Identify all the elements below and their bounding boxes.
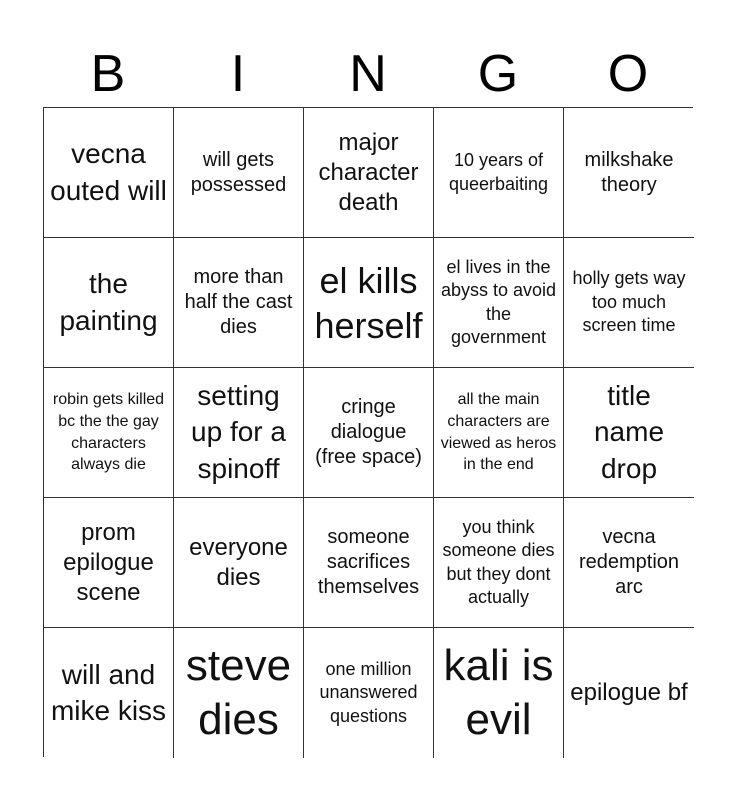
- cell-text: milkshake theory: [584, 148, 674, 196]
- bingo-cell[interactable]: [174, 628, 304, 758]
- bingo-cell[interactable]: [434, 498, 564, 628]
- cell-text: kali is evil: [443, 641, 554, 744]
- bingo-cell[interactable]: [434, 108, 564, 238]
- cell-text: more than half the cast dies: [184, 266, 293, 338]
- cell-text: steve dies: [185, 641, 292, 744]
- bingo-cell[interactable]: [304, 368, 434, 498]
- header-letter-o: O: [607, 45, 649, 103]
- cell-text: the painting: [59, 268, 158, 336]
- cell-text: vecna outed will: [50, 138, 167, 206]
- bingo-cell[interactable]: [564, 628, 694, 758]
- cell-text: you think someone dies but they dont actually: [442, 516, 555, 607]
- bingo-cell[interactable]: [44, 238, 174, 368]
- cell-text: someone sacrifices themselves: [317, 526, 420, 598]
- bingo-cell[interactable]: [434, 368, 564, 498]
- cell-text: major character death: [318, 128, 419, 216]
- cell-text: all the main characters are viewed as heros in the end: [440, 391, 557, 474]
- cell-text: setting up for a spinoff: [191, 379, 286, 484]
- bingo-cell[interactable]: [434, 238, 564, 368]
- bingo-cell[interactable]: [564, 238, 694, 368]
- bingo-cell[interactable]: [304, 498, 434, 628]
- cell-text: everyone dies: [189, 533, 288, 591]
- cell-text: will and mike kiss: [50, 658, 167, 726]
- cell-text: epilogue bf: [570, 679, 688, 706]
- cell-text: title name drop: [593, 379, 665, 484]
- bingo-cell[interactable]: [304, 108, 434, 238]
- bingo-cell[interactable]: [174, 368, 304, 498]
- bingo-cell[interactable]: [174, 498, 304, 628]
- cell-text: will gets possessed: [190, 148, 287, 196]
- bingo-cell[interactable]: [44, 628, 174, 758]
- bingo-header: [43, 40, 693, 108]
- bingo-cell[interactable]: [434, 628, 564, 758]
- bingo-cell[interactable]: [44, 498, 174, 628]
- cell-text: vecna redemption arc: [578, 526, 680, 598]
- bingo-cell[interactable]: [564, 498, 694, 628]
- bingo-cell[interactable]: [564, 368, 694, 498]
- bingo-cell[interactable]: [174, 108, 304, 238]
- bingo-card-grid: [43, 107, 693, 757]
- bingo-cell[interactable]: [564, 108, 694, 238]
- cell-text: one million unanswered questions: [319, 658, 418, 726]
- bingo-cell[interactable]: [304, 238, 434, 368]
- header-letter-n: N: [349, 45, 387, 103]
- header-letter-b: B: [90, 45, 126, 103]
- bingo-cell[interactable]: [44, 368, 174, 498]
- header-letter-g: G: [477, 45, 519, 103]
- cell-text: holly gets way too much screen time: [572, 268, 686, 336]
- cell-text: robin gets killed bc the the gay characters always die: [52, 391, 165, 474]
- cell-text: el lives in the abyss to avoid the government: [440, 256, 557, 347]
- cell-text: cringe dialogue (free space): [315, 396, 422, 468]
- bingo-cell[interactable]: [44, 108, 174, 238]
- bingo-cell[interactable]: [304, 628, 434, 758]
- bingo-cell[interactable]: [174, 238, 304, 368]
- header-letter-i: I: [230, 45, 246, 103]
- cell-text: el kills herself: [314, 259, 423, 346]
- cell-text: prom epilogue scene: [63, 518, 154, 606]
- cell-text: 10 years of queerbaiting: [448, 150, 549, 194]
